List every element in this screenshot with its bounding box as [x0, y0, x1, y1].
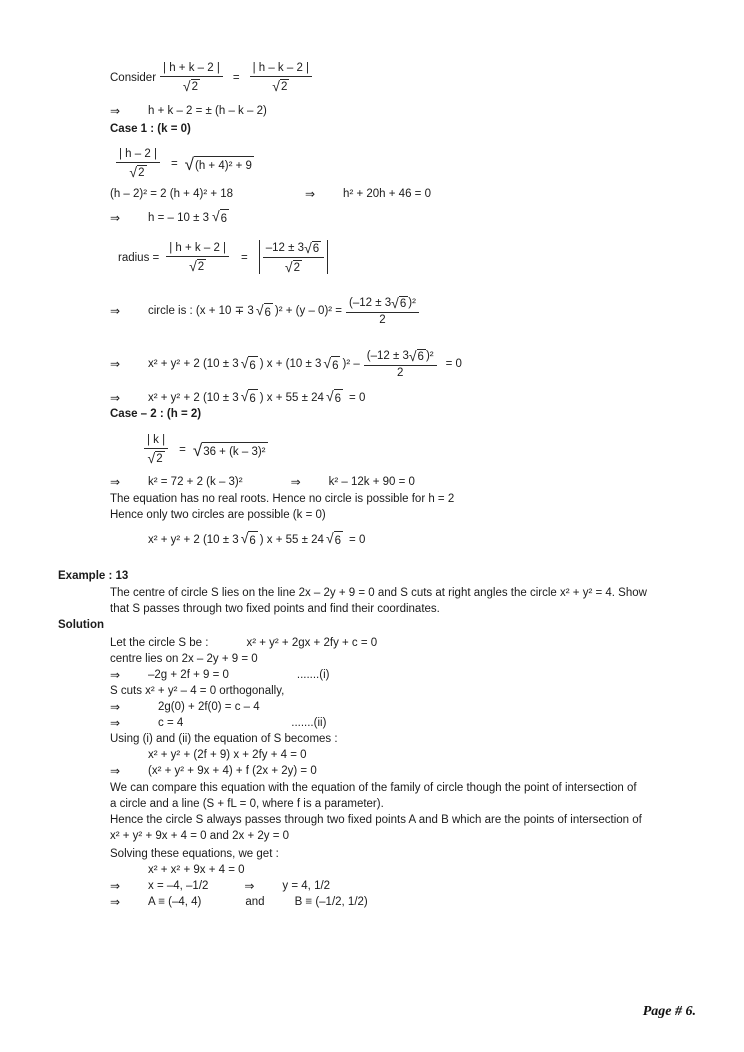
- result-part-a: x² + y² + 2 (10 ± 3: [148, 533, 239, 546]
- circle-prefix-text: circle is : (x + 10 ∓ 3: [148, 305, 254, 318]
- radicand: 6: [248, 531, 257, 549]
- radical: [241, 355, 258, 374]
- fraction-numerator: | h – k – 2 |: [250, 62, 312, 77]
- radicand: 2: [156, 453, 163, 466]
- fraction-denominator: [180, 77, 203, 94]
- implies-arrow-icon: ⇒: [110, 764, 121, 778]
- case2-right-text: k² – 12k + 90 = 0: [328, 476, 415, 488]
- expanded-fraction: [364, 348, 437, 380]
- radical: [148, 450, 165, 466]
- radius-label: radius =: [118, 251, 160, 264]
- case2-equation-row: [140, 434, 268, 466]
- radical-sign: √: [255, 301, 264, 318]
- expanded-part-b: ) x + (10 ± 3: [259, 358, 322, 371]
- implies-arrow-icon: ⇒: [110, 104, 121, 118]
- radical: [241, 530, 258, 549]
- final-equation-row: [110, 388, 365, 407]
- fraction-numerator: [346, 295, 419, 313]
- fraction-numerator: | h – 2 |: [116, 148, 160, 163]
- fraction-numerator: | h + k – 2 |: [166, 242, 229, 257]
- radical-sign: √: [147, 450, 156, 467]
- case1-heading: Case 1 : (k = 0): [110, 123, 191, 135]
- radicand: 6: [312, 243, 320, 255]
- numerator-text: –12 ± 3: [265, 242, 305, 255]
- example-heading: Example : 13: [58, 570, 129, 582]
- expanded-part-c: )² –: [342, 358, 360, 371]
- equation-ii-row: [110, 715, 326, 731]
- radicand: 2: [293, 262, 300, 275]
- point-a-text: A ≡ (–4, 4): [148, 896, 202, 908]
- radicand: 6: [248, 356, 257, 374]
- radical: [272, 78, 289, 94]
- radical-sign: √: [304, 240, 312, 256]
- case1-lhs-fraction: [116, 148, 160, 180]
- equation-i-reference: .......(i): [296, 669, 330, 681]
- radius-inner-fraction: [263, 240, 324, 275]
- implies-arrow-icon: ⇒: [305, 187, 316, 201]
- consider-label: Consider: [110, 72, 157, 85]
- radicand: 6: [264, 303, 273, 321]
- s-equation-2: (x² + y² + 9x + 4) + f (2x + 2y) = 0: [148, 765, 317, 777]
- final-tail: = 0: [349, 391, 366, 404]
- equation-i-row: [110, 667, 329, 683]
- equals-sign: =: [179, 444, 186, 457]
- hence-text-line-2: x² + y² + 9x + 4 = 0 and 2x + 2y = 0: [110, 830, 289, 842]
- radical: [326, 530, 343, 549]
- radical-sign: √: [189, 257, 197, 274]
- case2-left-text: k² = 72 + 2 (k – 3)²: [148, 476, 243, 488]
- radical-sign: √: [184, 154, 195, 174]
- x-y-values-row: [110, 878, 330, 894]
- circle-equation-row: [110, 295, 423, 327]
- result-part-b: ) x + 55 ± 24: [259, 533, 324, 546]
- circle-mid-text: )² + (y – 0)² =: [274, 305, 343, 318]
- s-equation-1: x² + y² + (2f + 9) x + 2fy + 4 = 0: [148, 749, 307, 761]
- implies-arrow-icon: ⇒: [244, 879, 255, 893]
- x-values-text: x = –4, –1/2: [148, 880, 209, 892]
- fraction-numerator: [364, 348, 437, 366]
- radicand: 6: [331, 356, 340, 374]
- implies-arrow-icon: ⇒: [110, 357, 121, 372]
- consider-lhs-fraction: [160, 62, 223, 94]
- radical-sign: √: [391, 295, 399, 311]
- fraction-numerator: | h + k – 2 |: [160, 62, 223, 77]
- case2-rhs-radical: [193, 441, 268, 460]
- equals-sign: =: [232, 72, 240, 85]
- radicand: (h + 4)² + 9: [194, 156, 254, 174]
- points-row: [110, 894, 368, 910]
- fraction-denominator: [126, 163, 149, 180]
- implies-arrow-icon: ⇒: [110, 475, 121, 489]
- equals-sign: =: [170, 158, 178, 171]
- radical: [409, 348, 426, 364]
- radicand: 36 + (k – 3)²: [202, 442, 267, 460]
- implies-arrow-icon: ⇒: [110, 304, 121, 319]
- radical-sign: √: [325, 388, 334, 404]
- radical: [212, 208, 229, 227]
- case1-expansion-left: (h – 2)² = 2 (h + 4)² + 18: [110, 188, 234, 200]
- numerator-suffix: )²: [408, 297, 416, 310]
- radicand: 6: [334, 531, 343, 549]
- fraction-denominator: [186, 257, 209, 274]
- equation-i-text: –2g + 2f + 9 = 0: [148, 669, 229, 681]
- numerator-text: (–12 ± 3: [349, 297, 392, 310]
- radical-sign: √: [323, 354, 332, 371]
- radius-equation-row: [118, 240, 331, 275]
- expanded-equation-row: [110, 348, 462, 380]
- radical: [323, 355, 340, 374]
- centre-lies-text: centre lies on 2x – 2y + 9 = 0: [110, 653, 258, 665]
- final-part-a: x² + y² + 2 (10 ± 3: [148, 391, 239, 404]
- implies-arrow-icon: ⇒: [290, 475, 301, 489]
- solving-text: Solving these equations, we get :: [110, 848, 279, 860]
- radical-sign: √: [272, 78, 280, 95]
- case1-h-solution-text: h = – 10 ± 3: [148, 211, 209, 224]
- case1-expansion-right: h² + 20h + 46 = 0: [343, 188, 431, 200]
- two-circles-text: Hence only two circles are possible (k = 0): [110, 509, 326, 521]
- orthogonal-condition-text: S cuts x² + y² – 4 = 0 orthogonally,: [110, 685, 285, 697]
- case1-rhs-radical: [185, 155, 254, 174]
- radical-sign: √: [284, 259, 293, 276]
- consider-rhs-fraction: [250, 62, 312, 94]
- compare-text-line-1: We can compare this equation with the equation of the family of circle though the point of intersection of: [110, 782, 637, 794]
- pm-expansion-row: [110, 103, 267, 119]
- radical-sign: √: [182, 78, 191, 95]
- let-circle-label: Let the circle S be :: [110, 637, 209, 649]
- radical: [189, 258, 206, 274]
- fraction-numerator: [263, 240, 324, 258]
- solution-heading: Solution: [58, 619, 104, 631]
- let-circle-equation: x² + y² + 2gx + 2fy + c = 0: [246, 637, 378, 649]
- let-circle-row: [110, 635, 377, 651]
- y-values-text: y = 4, 1/2: [282, 880, 331, 892]
- equation-ii-text: c = 4: [158, 717, 184, 729]
- orthogonality-equation-row: [110, 699, 260, 715]
- fraction-denominator: 2: [379, 314, 386, 327]
- and-label: and: [245, 896, 265, 908]
- implies-arrow-icon: ⇒: [110, 700, 121, 714]
- implies-arrow-icon: ⇒: [110, 879, 121, 893]
- radicand: 2: [280, 81, 288, 94]
- using-i-ii-text: Using (i) and (ii) the equation of S becomes :: [110, 733, 338, 745]
- radicand: 2: [197, 260, 205, 273]
- example-statement-line-1: The centre of circle S lies on the line 2x – 2y + 9 = 0 and S cuts at right angles the circle x² + y² = 4. Show: [110, 587, 647, 599]
- equation-ii-reference: .......(ii): [291, 717, 327, 729]
- consider-equation-row: [110, 62, 316, 94]
- example-statement-line-2: that S passes through two fixed points and find their coordinates.: [110, 603, 440, 615]
- final-part-b: ) x + 55 ± 24: [259, 391, 324, 404]
- radicand: 6: [417, 351, 424, 363]
- radical: [391, 295, 408, 311]
- radical-sign: √: [192, 440, 203, 460]
- case1-expansion-row: [110, 186, 431, 202]
- pm-expansion-text: h + k – 2 = ± (h – k – 2): [148, 105, 267, 117]
- radicand: 2: [191, 81, 198, 94]
- abs-bar-right: [327, 240, 328, 274]
- radical: [241, 388, 258, 407]
- fraction-denominator: [269, 77, 292, 94]
- expanded-tail: = 0: [445, 358, 462, 371]
- fraction-denominator: [145, 449, 168, 466]
- case1-h-solution-row: [110, 208, 229, 227]
- orthogonality-equation-text: 2g(0) + 2f(0) = c – 4: [158, 701, 260, 713]
- radical-sign: √: [325, 530, 334, 546]
- fraction-denominator: [282, 258, 305, 275]
- equals-sign: =: [241, 251, 248, 264]
- radical: [129, 164, 146, 180]
- implies-arrow-icon: ⇒: [110, 716, 121, 730]
- fraction-denominator: 2: [396, 367, 404, 380]
- radicand: 6: [399, 298, 407, 310]
- compare-text-line-2: a circle and a line (S + fL = 0, where f is a parameter).: [110, 798, 384, 810]
- abs-bar-left: [259, 240, 260, 274]
- result-equation-row: [148, 530, 365, 549]
- case2-lhs-fraction: [144, 434, 168, 466]
- radical-sign: √: [240, 388, 249, 404]
- no-real-roots-text: The equation has no real roots. Hence no circle is possible for h = 2: [110, 493, 455, 505]
- implies-arrow-icon: ⇒: [110, 210, 121, 225]
- radical-sign: √: [240, 530, 249, 546]
- radicand: 6: [248, 389, 257, 407]
- radical-sign: √: [408, 348, 417, 364]
- case2-heading: Case – 2 : (h = 2): [110, 408, 202, 420]
- radicand: 6: [334, 389, 343, 407]
- radical: [326, 388, 343, 407]
- radical: [256, 302, 273, 321]
- expanded-part-a: x² + y² + 2 (10 ± 3: [148, 358, 239, 371]
- implies-arrow-icon: ⇒: [110, 390, 121, 405]
- radical-sign: √: [129, 164, 138, 181]
- radical-sign: √: [240, 354, 249, 371]
- numerator-suffix: )²: [425, 350, 434, 363]
- case2-expansion-row: [110, 474, 415, 490]
- hence-text-line-1: Hence the circle S always passes through two fixed points A and B which are the points of intersection of: [110, 814, 642, 826]
- solve-equation: x² + x² + 9x + 4 = 0: [148, 864, 245, 876]
- circle-rhs-fraction: [346, 295, 419, 327]
- fraction-numerator: | k |: [144, 434, 168, 449]
- implies-arrow-icon: ⇒: [110, 668, 121, 682]
- radical: [285, 259, 302, 275]
- radicand: 6: [220, 209, 229, 227]
- absolute-value-group: [256, 240, 331, 275]
- numerator-text: (–12 ± 3: [366, 350, 409, 363]
- radical: [183, 78, 200, 94]
- point-b-text: B ≡ (–1/2, 1/2): [294, 896, 368, 908]
- radical-sign: √: [211, 208, 220, 224]
- page-footer: Page # 6.: [642, 1004, 696, 1019]
- radicand: 2: [138, 167, 145, 180]
- implies-arrow-icon: ⇒: [110, 895, 121, 909]
- result-tail: = 0: [349, 533, 366, 546]
- radius-fraction: [166, 242, 229, 274]
- case1-equation-row: [112, 148, 254, 180]
- s-equation-2-row: [110, 763, 317, 779]
- radical: [304, 240, 321, 256]
